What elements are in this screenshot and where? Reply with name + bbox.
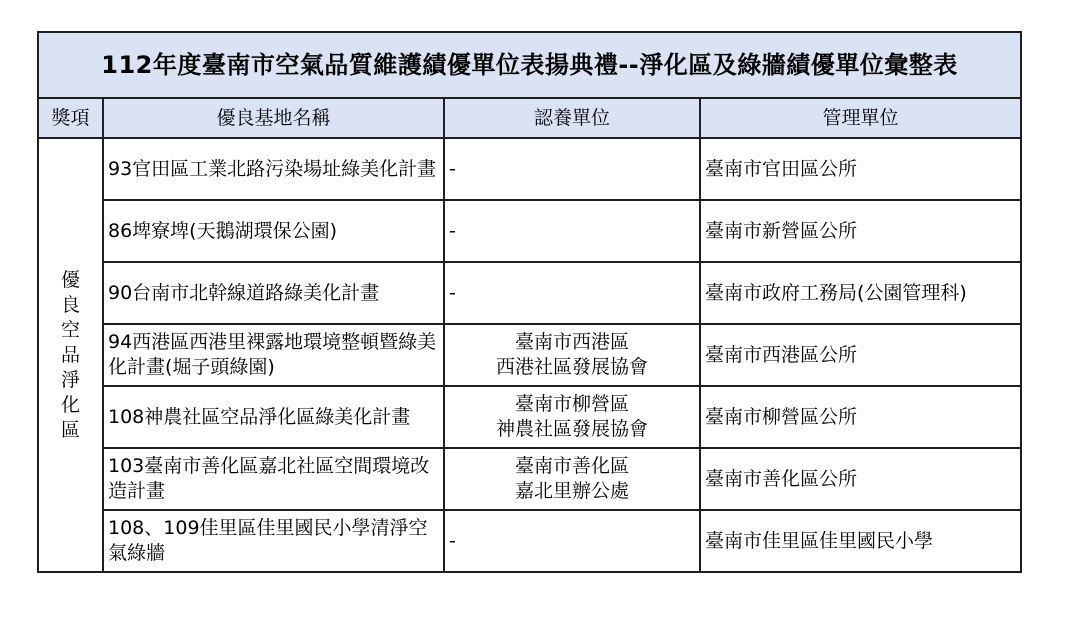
- header-award: 獎項: [38, 98, 103, 138]
- adopter-line: -: [449, 281, 456, 304]
- header-adopter: 認養單位: [444, 98, 700, 138]
- adopter-line: -: [449, 219, 456, 242]
- site-name: 108神農社區空品淨化區綠美化計畫: [103, 386, 444, 448]
- site-name: 103臺南市善化區嘉北社區空間環境改造計畫: [103, 448, 444, 510]
- table-row: [38, 324, 1021, 386]
- table-row: [38, 510, 1021, 572]
- table-row: [38, 262, 1021, 324]
- adopter-unit: [444, 448, 700, 510]
- manager-unit: 臺南市佳里區佳里國民小學: [700, 510, 1021, 572]
- header-row: [38, 98, 1021, 138]
- adopter-line: -: [449, 529, 456, 552]
- table-row: [38, 200, 1021, 262]
- table-row: [38, 448, 1021, 510]
- category-cell: [38, 138, 103, 572]
- adopter-line: 西港社區發展協會: [495, 356, 648, 378]
- manager-unit: 臺南市柳營區公所: [700, 386, 1021, 448]
- site-name: 86埤寮埤(天鵝湖環保公園): [103, 200, 444, 262]
- manager-unit: 臺南市新營區公所: [700, 200, 1021, 262]
- manager-unit: 臺南市善化區公所: [700, 448, 1021, 510]
- adopter-unit: [444, 262, 700, 324]
- adopter-line: 臺南市善化區: [514, 455, 629, 477]
- adopter-unit: [444, 200, 700, 262]
- adopter-line: 神農社區發展協會: [495, 418, 648, 440]
- site-name: 93官田區工業北路污染場址綠美化計畫: [103, 138, 444, 200]
- adopter-line: 嘉北里辦公處: [514, 480, 629, 502]
- adopter-unit: [444, 386, 700, 448]
- adopter-unit: [444, 324, 700, 386]
- site-name: 108、109佳里區佳里國民小學清淨空氣綠牆: [103, 510, 444, 572]
- adopter-line: 臺南市柳營區: [514, 393, 629, 415]
- table-row: [38, 138, 1021, 200]
- header-manager: 管理單位: [700, 98, 1021, 138]
- adopter-line: -: [449, 157, 456, 180]
- manager-unit: 臺南市政府工務局(公園管理科): [700, 262, 1021, 324]
- site-name: 90台南市北幹線道路綠美化計畫: [103, 262, 444, 324]
- adopter-line: 臺南市西港區: [514, 331, 629, 353]
- site-name: 94西港區西港里裸露地環境整頓暨綠美化計畫(堀子頭綠園): [103, 324, 444, 386]
- adopter-unit: [444, 138, 700, 200]
- category-label: 優良空品淨化區: [61, 268, 81, 441]
- table-title: 112年度臺南市空氣品質維護績優單位表揚典禮--淨化區及綠牆績優單位彙整表: [38, 32, 1021, 98]
- award-summary-table: [37, 31, 1022, 573]
- title-row: [38, 32, 1021, 98]
- manager-unit: 臺南市西港區公所: [700, 324, 1021, 386]
- manager-unit: 臺南市官田區公所: [700, 138, 1021, 200]
- table-row: [38, 386, 1021, 448]
- header-site: 優良基地名稱: [103, 98, 444, 138]
- adopter-unit: [444, 510, 700, 572]
